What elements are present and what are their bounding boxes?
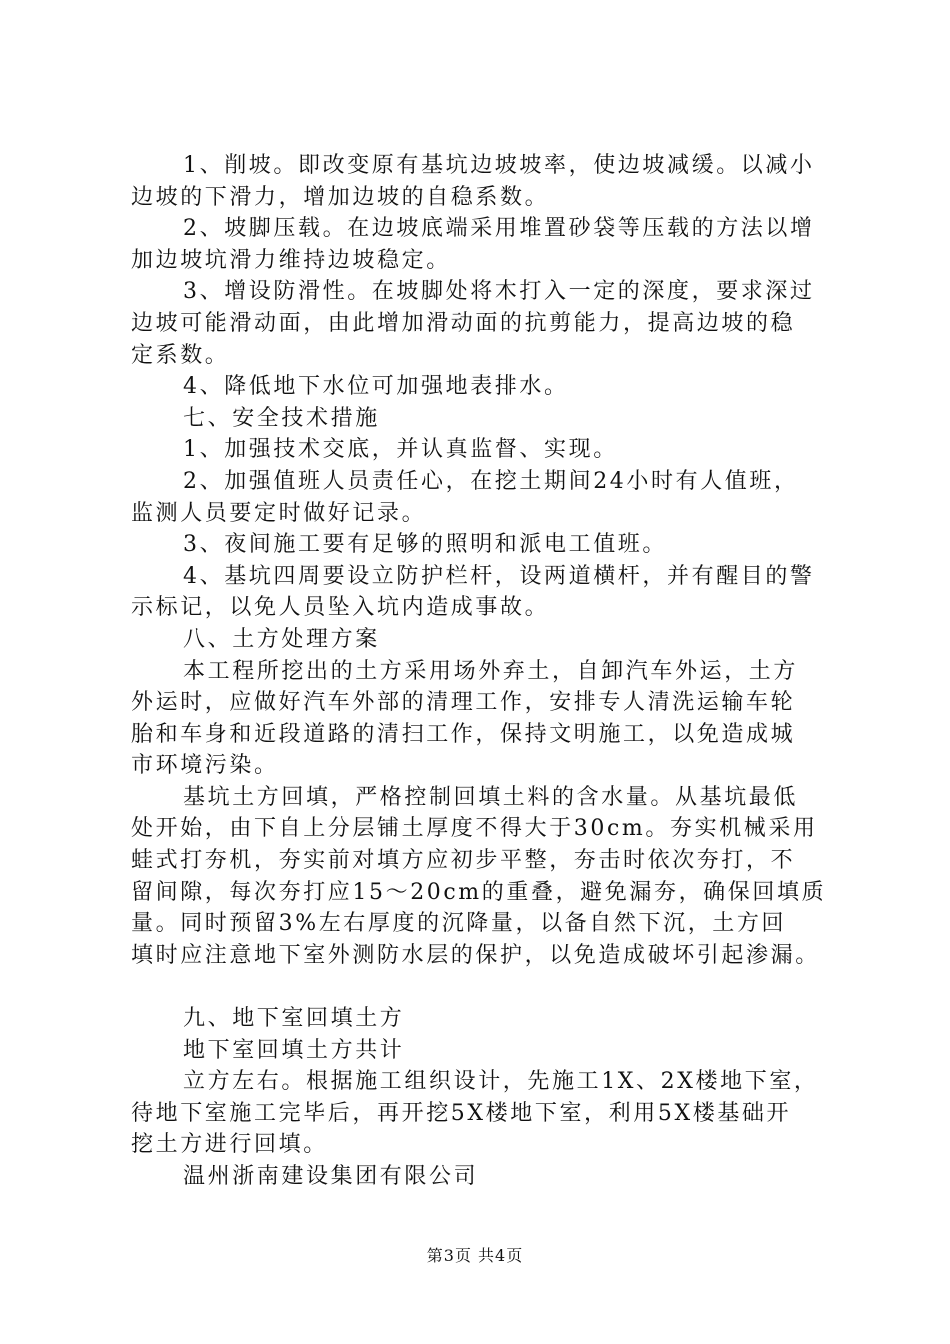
paragraph-line: 外运时，应做好汽车外部的清理工作，安排专人清洗运输车轮	[131, 690, 796, 716]
paragraph-line: 市环境污染。	[131, 753, 279, 779]
paragraph-line: 4、基坑四周要设立防护栏杆，设两道横杆，并有醒目的警	[183, 563, 815, 589]
paragraph-line: 3、增设防滑性。在坡脚处将木打入一定的深度，要求深过	[183, 279, 815, 305]
paragraph-line: 处开始，由下自上分层铺土厚度不得大于30cm。夯实机械采用	[131, 816, 818, 842]
section-heading: 七、安全技术措施	[183, 405, 380, 431]
paragraph-line: 挖土方进行回填。	[131, 1132, 328, 1158]
paragraph-line: 1、削坡。即改变原有基坑边坡坡率，使边坡减缓。以减小	[183, 153, 815, 178]
paragraph-line: 地下室回填土方共计	[183, 1037, 405, 1063]
paragraph-line: 4、降低地下水位可加强地表排水。	[183, 374, 569, 400]
paragraph-line: 量。同时预留3%左右厚度的沉降量，以备自然下沉，土方回	[131, 911, 787, 937]
paragraph-line: 待地下室施工完毕后，再开挖5X楼地下室，利用5X楼基础开	[131, 1100, 792, 1126]
paragraph-line: 立方左右。根据施工组织设计，先施工1X、2X楼地下室，	[183, 1069, 819, 1095]
page-number-footer: 第3页 共4页	[426, 1246, 524, 1265]
paragraph-line: 3、夜间施工要有足够的照明和派电工值班。	[183, 532, 667, 558]
company-name: 温州浙南建设集团有限公司	[183, 1164, 479, 1189]
paragraph-line: 边坡的下滑力，增加边坡的自稳系数。	[131, 184, 550, 210]
blank-line	[131, 971, 827, 1003]
paragraph-line: 2、坡脚压载。在边坡底端采用堆置砂袋等压载的方法以增	[183, 216, 815, 242]
section-heading: 八、土方处理方案	[183, 626, 380, 652]
document-body	[131, 150, 827, 1193]
paragraph-line: 示标记，以免人员坠入坑内造成事故。	[131, 595, 550, 621]
paragraph-line: 基坑土方回填，严格控制回填土料的含水量。从基坑最低	[183, 784, 799, 810]
paragraph-line: 蛙式打夯机，夯实前对填方应初步平整，夯击时依次夯打，不	[131, 848, 796, 874]
paragraph-line: 监测人员要定时做好记录。	[131, 500, 427, 526]
paragraph-line: 胎和车身和近段道路的清扫工作，保持文明施工，以免造成城	[131, 721, 796, 747]
section-heading: 九、地下室回填土方	[183, 1006, 405, 1032]
paragraph-line: 加边坡坑滑力维持边坡稳定。	[131, 247, 451, 273]
paragraph-line: 2、加强值班人员责任心，在挖土期间24小时有人值班，	[183, 468, 799, 494]
paragraph-line: 填时应注意地下室外测防水层的保护，以免造成破坏引起渗漏。	[131, 942, 820, 968]
paragraph-line: 留间隙，每次夯打应15～20cm的重叠，避免漏夯，确保回填质	[131, 879, 827, 905]
paragraph-line: 1、加强技术交底，并认真监督、实现。	[183, 437, 618, 463]
paragraph-line: 边坡可能滑动面，由此增加滑动面的抗剪能力，提高边坡的稳	[131, 310, 796, 336]
paragraph-line: 本工程所挖出的土方采用场外弃土，自卸汽车外运，土方	[183, 658, 799, 684]
paragraph-line: 定系数。	[131, 342, 230, 368]
